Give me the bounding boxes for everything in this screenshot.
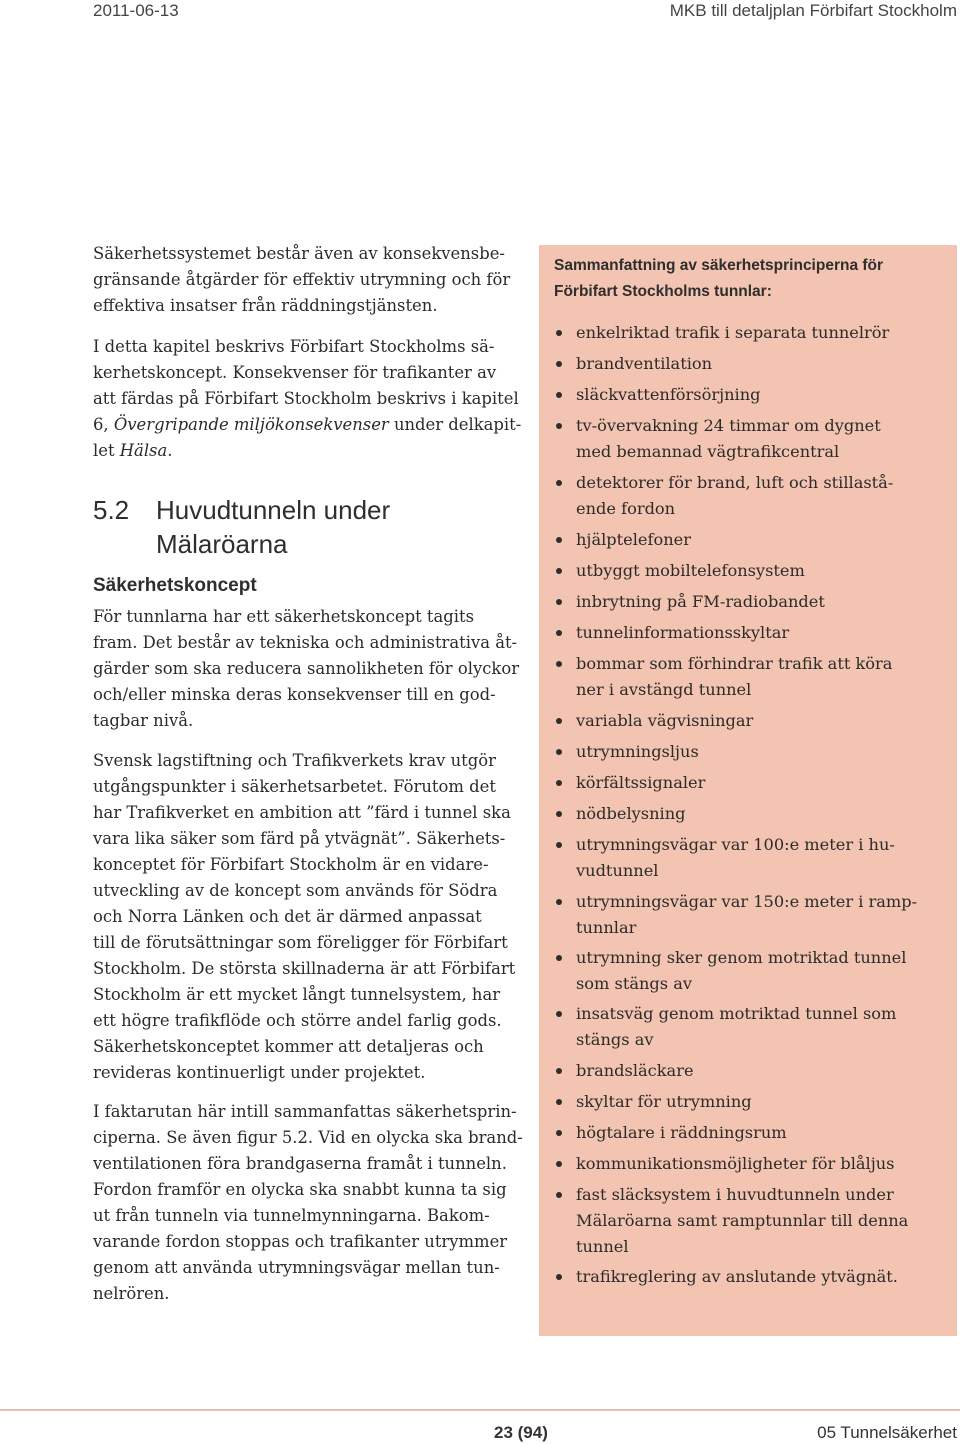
fact-box-item: [576, 620, 946, 646]
footer-rule: [0, 1409, 960, 1411]
bullet-icon: [556, 480, 562, 486]
body-paragraph-1: [93, 604, 523, 734]
fact-box-item-line: kommunikationsmöjligheter för blåljus: [576, 1154, 895, 1173]
bullet-icon: [556, 630, 562, 636]
fact-box-item-line: tunnlar: [576, 918, 637, 937]
fact-box-item-line: körfältssignaler: [576, 773, 706, 792]
text-run: 6,: [93, 415, 114, 434]
fact-box-item-line: utrymningsljus: [576, 742, 699, 761]
fact-box-item: [576, 413, 946, 465]
bullet-icon: [556, 392, 562, 398]
text-line: fram. Det består av tekniska och administrativa åt-: [93, 633, 518, 652]
subchapter-reference: Hälsa: [119, 441, 168, 460]
fact-box-item: [576, 832, 946, 884]
bullet-icon: [556, 718, 562, 724]
fact-box-item: [576, 351, 946, 377]
text-line: och/eller minska deras konsekvenser till en god-: [93, 685, 496, 704]
fact-box-item: [576, 1264, 946, 1290]
bullet-icon: [556, 780, 562, 786]
fact-box-item-line: tunnelinformationsskyltar: [576, 623, 790, 642]
text-line: För tunnlarna har ett säkerhetskoncept tagits: [93, 607, 475, 626]
bullet-icon: [556, 537, 562, 543]
fact-box-item: [576, 1151, 946, 1177]
fact-box-item-line: utrymningsvägar var 100:e meter i hu-: [576, 835, 895, 854]
text-line: ut från tunneln via tunnelmynningarna. Bakom-: [93, 1206, 490, 1225]
fact-box-item-line: tunnel: [576, 1237, 629, 1256]
chapter-name: 05 Tunnelsäkerhet: [817, 1423, 957, 1442]
text-line: effektiva insatser från räddningstjänsten.: [93, 296, 438, 315]
fact-box-item: [576, 801, 946, 827]
text-line: gärder som ska reducera sannolikheten för olyckor: [93, 659, 520, 678]
section-title: [156, 493, 390, 561]
fact-box-item-line: bommar som förhindrar trafik att köra: [576, 654, 893, 673]
text-line: ciperna. Se även figur 5.2. Vid en olycka ska brand-: [93, 1128, 523, 1147]
page-header: [0, 0, 960, 22]
fact-box-item-line: brandventilation: [576, 354, 713, 373]
fact-box-title-line: Förbifart Stockholms tunnlar:: [554, 283, 772, 300]
fact-box-item: [576, 320, 946, 346]
fact-box-item: [576, 770, 946, 796]
fact-box-item-line: tv-övervakning 24 timmar om dygnet: [576, 416, 881, 435]
text-run: .: [167, 441, 173, 460]
fact-box-item: [576, 1001, 946, 1053]
fact-box-item: [576, 1058, 946, 1084]
text-line: utveckling av de koncept som används för Södra: [93, 881, 498, 900]
chapter-reference: Övergripande miljökonsekvenser: [113, 415, 389, 434]
text-line: ett högre trafikflöde och större andel farlig gods.: [93, 1011, 502, 1030]
section-title-line: Mälaröarna: [156, 529, 288, 559]
bullet-icon: [556, 361, 562, 367]
section-number: 5.2: [93, 495, 130, 525]
text-line: Svensk lagstiftning och Trafikverkets krav utgör: [93, 751, 496, 770]
fact-box-item-line: hjälptelefoner: [576, 530, 691, 549]
text-line: utgångspunkter i säkerhetsarbetet. Förutom det: [93, 777, 496, 796]
fact-box-item-line: brandsläckare: [576, 1061, 694, 1080]
page-footer: [0, 1420, 960, 1444]
fact-box-item-line: med bemannad vägtrafikcentral: [576, 442, 840, 461]
bullet-icon: [556, 1130, 562, 1136]
header-title: MKB till detaljplan Förbifart Stockholm: [669, 1, 957, 20]
bullet-icon: [556, 423, 562, 429]
bullet-icon: [556, 599, 562, 605]
header-date: 2011-06-13: [93, 1, 179, 20]
text-line: I detta kapitel beskrivs Förbifart Stockholms sä-: [93, 337, 495, 356]
fact-box-item-line: trafikreglering av anslutande ytvägnät.: [576, 1267, 898, 1286]
text-line: vara lika säker som färd på ytvägnät”. Säkerhets-: [93, 829, 506, 848]
text-line: [93, 412, 523, 438]
fact-box-item-line: inbrytning på FM-radiobandet: [576, 592, 825, 611]
text-line: [93, 438, 523, 464]
section-title-line: Huvudtunneln under: [156, 495, 391, 525]
bullet-icon: [556, 1192, 562, 1198]
text-line: Stockholm är ett mycket långt tunnelsystem, har: [93, 985, 501, 1004]
bullet-icon: [556, 899, 562, 905]
fact-box-item-line: ende fordon: [576, 499, 676, 518]
fact-box-item-line: utbyggt mobiltelefonsystem: [576, 561, 805, 580]
fact-box-item: [576, 470, 946, 522]
subheading: Säkerhetskoncept: [93, 575, 257, 596]
fact-box-item: [576, 945, 946, 997]
text-line: Säkerhetskonceptet kommer att detaljeras och: [93, 1037, 484, 1056]
fact-box-item-line: insatsväg genom motriktad tunnel som: [576, 1004, 897, 1023]
bullet-icon: [556, 330, 562, 336]
fact-box-item-line: högtalare i räddningsrum: [576, 1123, 787, 1142]
text-line: genom att använda utrymningsvägar mellan tun-: [93, 1258, 500, 1277]
fact-box-item-line: variabla vägvisningar: [576, 711, 754, 730]
intro-paragraph-2: [93, 334, 523, 464]
text-line: och Norra Länken och det är därmed anpassat: [93, 907, 482, 926]
bullet-icon: [556, 1011, 562, 1017]
fact-box-item: [576, 382, 946, 408]
text-line: I faktarutan här intill sammanfattas säkerhetsprin-: [93, 1102, 517, 1121]
bullet-icon: [556, 749, 562, 755]
text-line: gränsande åtgärder för effektiv utrymning och för: [93, 270, 511, 289]
fact-box-item: [576, 651, 946, 703]
fact-box-item: [576, 739, 946, 765]
text-line: kerhetskoncept. Konsekvenser för trafikanter av: [93, 363, 497, 382]
fact-box-item-line: utrymning sker genom motriktad tunnel: [576, 948, 907, 967]
bullet-icon: [556, 1068, 562, 1074]
body-paragraph-3: [93, 1099, 523, 1307]
fact-box-title-line: Sammanfattning av säkerhetsprinciperna för: [554, 257, 884, 274]
fact-box-item-line: ner i avstängd tunnel: [576, 680, 752, 699]
text-line: ventilationen föra brandgaserna framåt i tunneln.: [93, 1154, 507, 1173]
body-paragraph-2: [93, 748, 523, 1086]
text-line: Fordon framför en olycka ska snabbt kunna ta sig: [93, 1180, 507, 1199]
text-line: nelrören.: [93, 1284, 170, 1303]
bullet-icon: [556, 955, 562, 961]
text-line: till de förutsättningar som föreligger för Förbifart: [93, 933, 508, 952]
bullet-icon: [556, 842, 562, 848]
bullet-icon: [556, 1274, 562, 1280]
fact-box-item-line: Mälaröarna samt ramptunnlar till denna: [576, 1211, 909, 1230]
intro-paragraph-1: [93, 241, 523, 319]
text-line: att färdas på Förbifart Stockholm beskrivs i kapitel: [93, 389, 519, 408]
bullet-icon: [556, 661, 562, 667]
fact-box-item: [576, 708, 946, 734]
fact-box-item-line: nödbelysning: [576, 804, 686, 823]
bullet-icon: [556, 1161, 562, 1167]
bullet-icon: [556, 568, 562, 574]
text-line: tagbar nivå.: [93, 711, 194, 730]
fact-box-item-line: skyltar för utrymning: [576, 1092, 752, 1111]
fact-box-item-line: fast släcksystem i huvudtunneln under: [576, 1185, 894, 1204]
fact-box: [539, 245, 957, 1336]
page-number: 23 (94): [494, 1423, 548, 1442]
fact-box-item-line: utrymningsvägar var 150:e meter i ramp-: [576, 892, 918, 911]
fact-box-item: [576, 527, 946, 553]
fact-box-item-line: detektorer för brand, luft och stillastå-: [576, 473, 894, 492]
fact-box-item-line: enkelriktad trafik i separata tunnelrör: [576, 323, 890, 342]
fact-box-item: [576, 1182, 946, 1260]
text-line: revideras kontinuerligt under projektet.: [93, 1063, 426, 1082]
fact-box-item-line: släckvattenförsörjning: [576, 385, 761, 404]
text-run: under delkapit-: [388, 415, 522, 434]
fact-box-item-line: vudtunnel: [576, 861, 659, 880]
fact-box-item: [576, 1120, 946, 1146]
text-line: konceptet för Förbifart Stockholm är en vidare-: [93, 855, 489, 874]
text-line: har Trafikverket en ambition att ”färd i tunnel ska: [93, 803, 511, 822]
text-line: Säkerhetssystemet består även av konsekvensbe-: [93, 244, 505, 263]
fact-box-title: [554, 253, 949, 305]
fact-box-item-line: som stängs av: [576, 974, 693, 993]
text-line: Stockholm. De största skillnaderna är att Förbifart: [93, 959, 516, 978]
fact-box-item: [576, 558, 946, 584]
fact-box-item: [576, 889, 946, 941]
text-line: varande fordon stoppas och trafikanter utrymmer: [93, 1232, 508, 1251]
text-run: let: [93, 441, 120, 460]
bullet-icon: [556, 811, 562, 817]
fact-box-item-line: stängs av: [576, 1030, 654, 1049]
fact-box-item: [576, 589, 946, 615]
fact-box-item: [576, 1089, 946, 1115]
bullet-icon: [556, 1099, 562, 1105]
